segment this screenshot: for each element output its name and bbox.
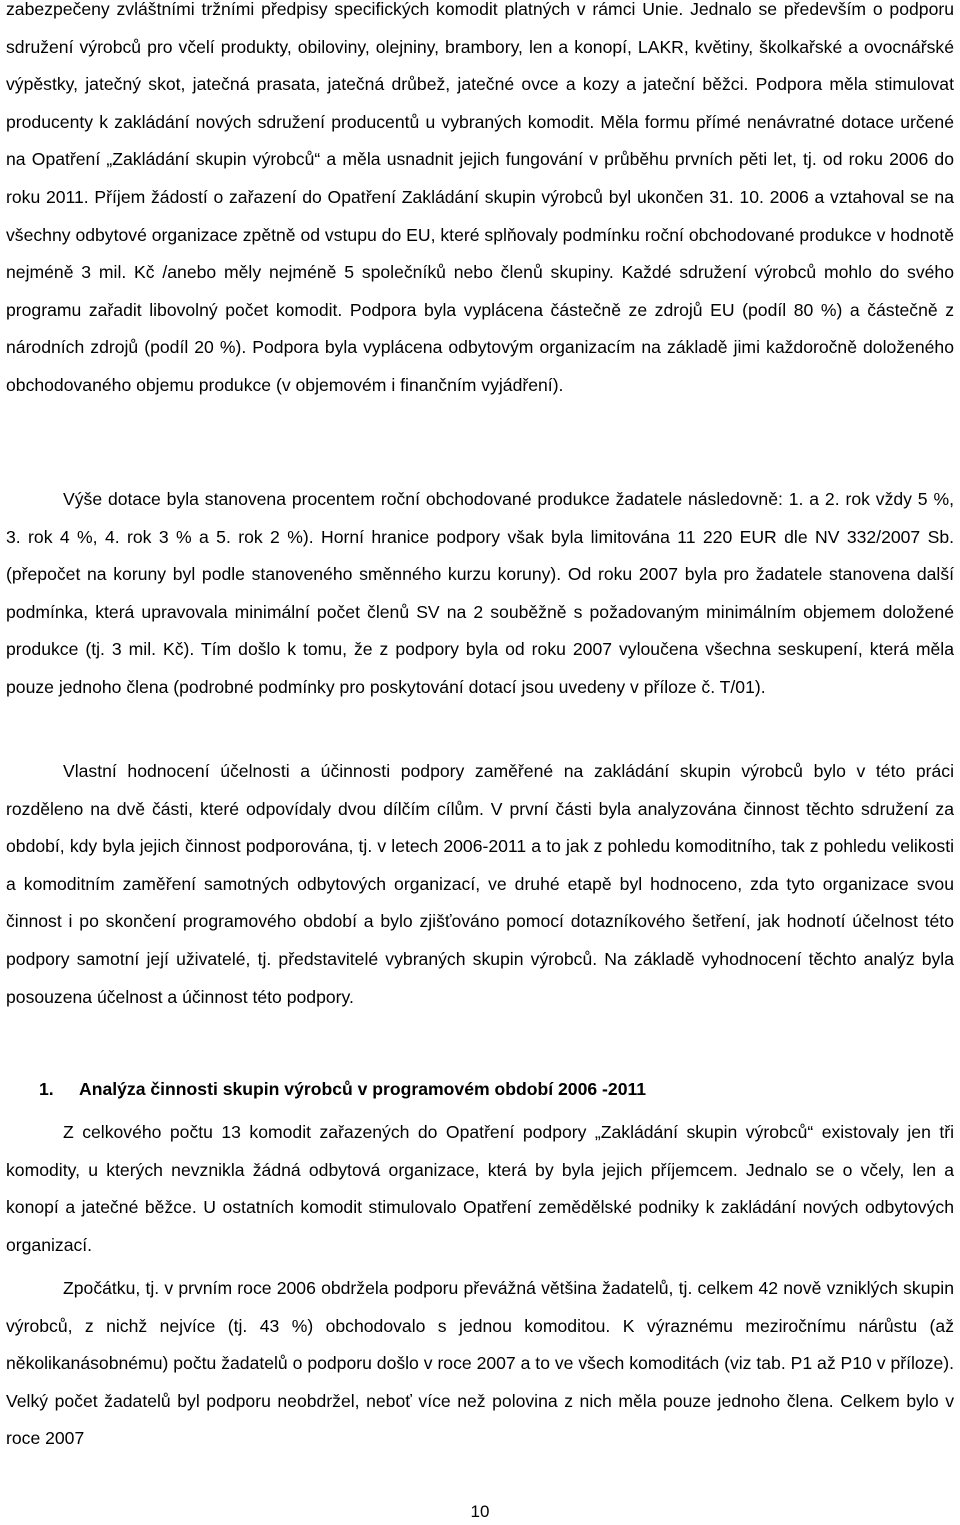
page-number: 10 — [470, 1502, 490, 1521]
paragraph-1: zabezpečeny zvláštními tržními předpisy specifických komodit platných v rámci Unie. Jednalo se především o podporu sdružení výrobců pro včelí produkty, obiloviny, olejniny, brambory, len a konopí, LAKR, květiny, školkařské a ovocnářské výpěstky, jatečný skot, jatečná prasata, jatečná drůbež, jatečné ovce a kozy a jateční běžci. Podpora měla stimulovat producenty k zakládání nových sdružení producentů u vybraných komodit. Měla formu přímé nenávratné dotace určené na Opatření „Zakládání skupin výrobců“ a měla usnadnit jejich fungování v průběhu prvních pěti let, tj. od roku 2006 do roku 2011. Příjem žádostí o zařazení do Opatření Zakládání skupin výrobců byl ukončen 31. 10. 2006 a vztahoval se na všechny odbytové organizace zpětně od vstupu do EU, které splňovaly podmínku roční obchodované produkce v hodnotě nejméně 3 mil. Kč /anebo měly nejméně 5 společníků nebo členů skupiny. Každé sdružení výrobců mohlo do svého programu zařadit libovolný počet komodit. Podpora byla vyplácena částečně ze zdrojů EU (podíl 80 %) a částečně z národních zdrojů (podíl 20 %). Podpora byla vyplácena odbytovým organizacím na základě jimi každoročně doloženého obchodovaného objemu produkce (v objemovém i finančním vyjádření). — [6, 0, 954, 395]
paragraph-2: Výše dotace byla stanovena procentem roční obchodované produkce žadatele následovně: 1. a 2. rok vždy 5 %, 3. rok 4 %, 4. rok 3 % a 5. rok 2 %). Horní hranice podpory však byla limitována 11 220 EUR dle NV 332/2007 Sb. (přepočet na koruny byl podle stanoveného směnného kurzu koruny). Od roku 2007 byla pro žadatele stanovena další podmínka, která upravovala minimální počet členů SV na 2 souběžně s požadovaným minimálním objemem doložené produkce (tj. 3 mil. Kč). Tím došlo k tomu, že z podpory byla od roku 2007 vyloučena všechna seskupení, která měla pouze jednoho člena (podrobné podmínky pro poskytování dotací jsou uvedeny v příloze č. T/01). — [6, 489, 954, 697]
paragraph-5: Zpočátku, tj. v prvním roce 2006 obdržela podporu převážná většina žadatelů, tj. celkem 42 nově vzniklých skupin výrobců, z nichž nejvíce (tj. 43 %) obchodovalo s jednou komoditou. K výraznému meziročnímu nárůstu (až několikanásobnému) počtu žadatelů o podporu došlo v roce 2007 a to ve všech komoditách (viz tab. P1 až P10 v příloze). Velký počet žadatelů byl podporu neobdržel, neboť více než polovina z nich měla pouze jednoho člena. Celkem bylo v roce 2007 — [6, 1278, 954, 1449]
section-heading — [39, 1071, 646, 1109]
section-title: Analýza činnosti skupin výrobců v programovém období 2006 -2011 — [79, 1079, 647, 1099]
paragraph-3: Vlastní hodnocení účelnosti a účinnosti podpory zaměřené na zakládání skupin výrobců bylo v této práci rozděleno na dvě části, které odpovídaly dvou dílčím cílům. V první části byla analyzována činnost těchto sdružení za období, kdy byla jejich činnost podporována, tj. v letech 2006-2011 a to jak z pohledu komoditního, tak z pohledu velikosti a komoditním zaměření samotných odbytových organizací, ve druhé etapě byl hodnoceno, zda tyto organizace svou činnost i po skončení programového období a bylo zjišťováno pomocí dotazníkového šetření, jak hodnotí účelnost této podpory samotní její uživatelé, tj. představitelé vybraných skupin výrobců. Na základě vyhodnocení těchto analýz byla posouzena účelnost a účinnost této podpory. — [6, 761, 954, 1007]
section-number: 1. — [39, 1079, 54, 1099]
paragraph-4: Z celkového počtu 13 komodit zařazených do Opatření podpory „Zakládání skupin výrobců“ existovaly jen tři komodity, u kterých nevznikla žádná odbytová organizace, která by byla jejich příjemcem. Jednalo se o včely, len a konopí a jatečné běžce. U ostatních komodit stimulovalo Opatření zemědělské podniky k zakládání nových odbytových organizací. — [6, 1122, 954, 1255]
